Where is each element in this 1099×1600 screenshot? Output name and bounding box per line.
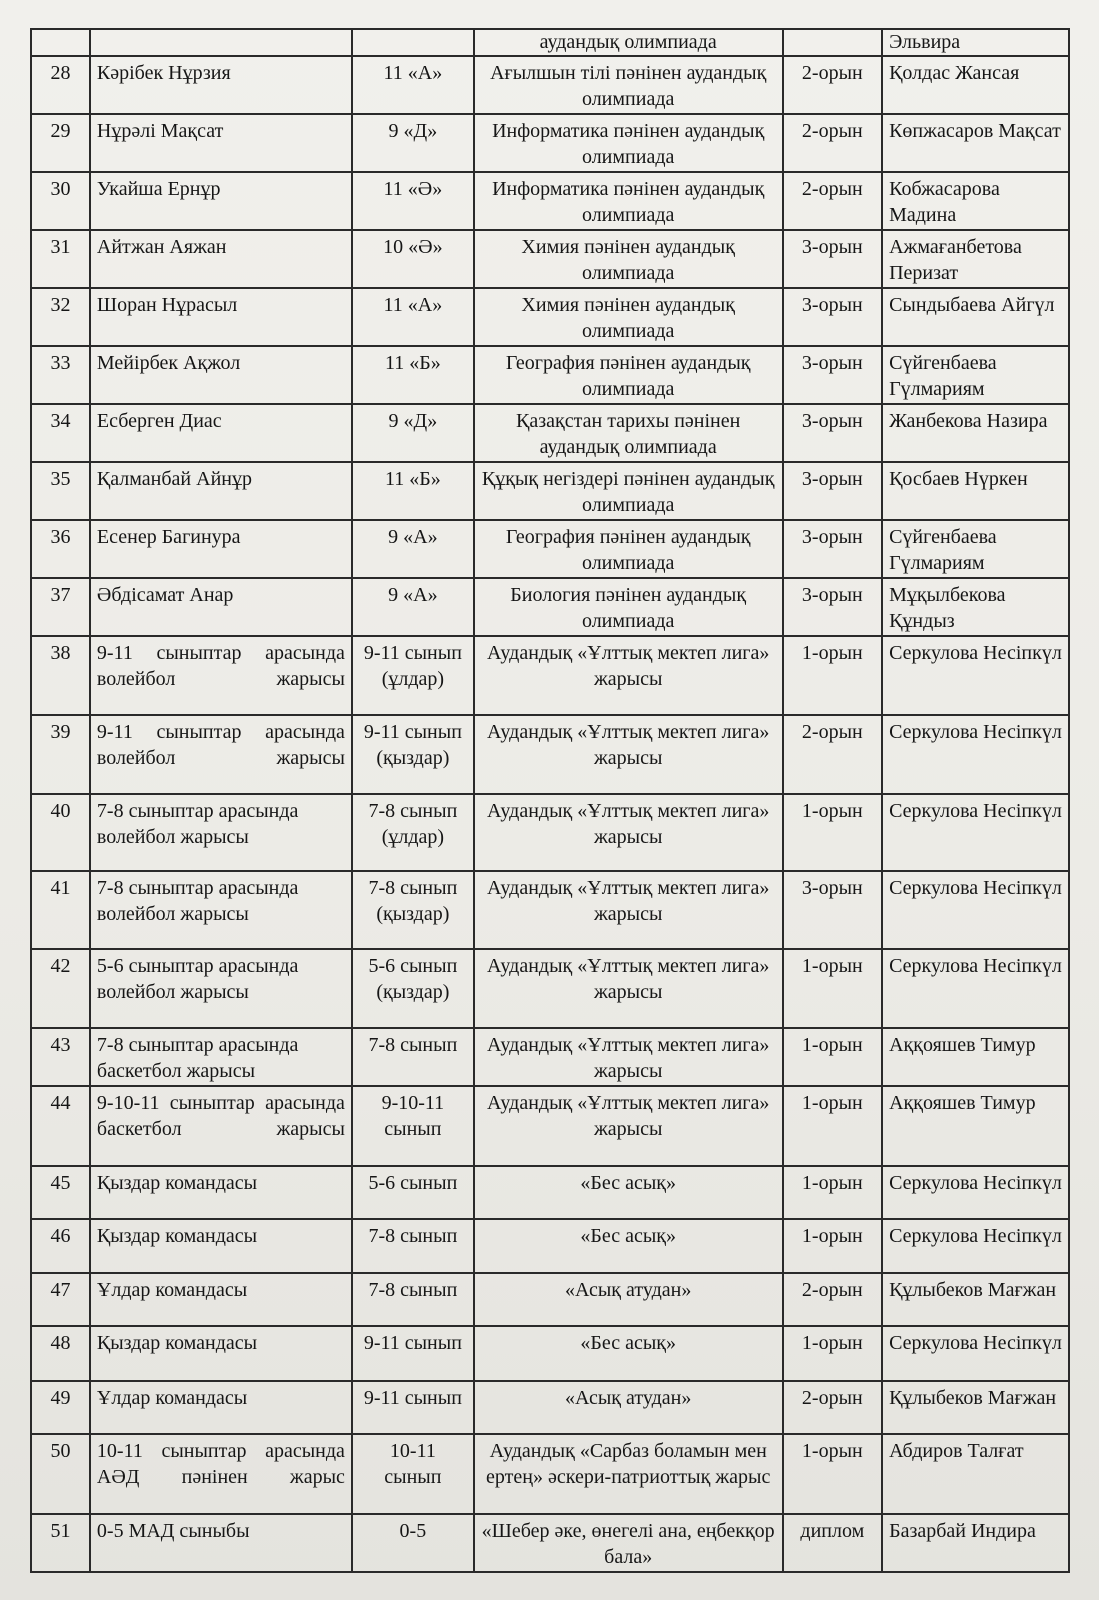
cell-class: 11 «Б» [352,462,474,520]
table-row [31,1028,1069,1086]
cell-name: Ұлдар командасы [90,1381,352,1434]
cell-place: 3-орын [783,346,883,404]
cell-event: Аудандық «Ұлттық мектеп лига» жарысы [474,715,783,794]
cell-event: Информатика пәнінен аудандық олимпиада [474,172,783,230]
cell-place: 3-орын [783,578,883,636]
cell-class: 9 «А» [352,520,474,578]
cell-event: Аудандық «Ұлттық мектеп лига» жарысы [474,949,783,1028]
cell-place: 3-орын [783,288,883,346]
cell-class: 10 «Ә» [352,230,474,288]
cell-number: 38 [31,636,90,715]
table-row [31,1381,1069,1434]
cell-class: 11 «Б» [352,346,474,404]
table-row [31,404,1069,462]
cell-number: 33 [31,346,90,404]
cell-event: Құқық негіздері пәнінен аудандық олимпиада [474,462,783,520]
cell-name: 5-6 сыныптар арасында волейбол жарысы [90,949,352,1028]
cell-number: 45 [31,1166,90,1219]
table-row [31,871,1069,949]
cell-leader: Серкулова Несіпкүл [882,715,1069,794]
cell-name: 9-11 сыныптар арасында волейбол жарысы [90,636,352,715]
cell-place: 1-орын [783,1434,883,1514]
cell-event: Аудандық «Ұлттық мектеп лига» жарысы [474,1028,783,1086]
cell-event: Аудандық «Ұлттық мектеп лига» жарысы [474,794,783,871]
cell-number: 39 [31,715,90,794]
cell-place: 1-орын [783,1086,883,1166]
cell-class: 7-8 сынып (ұлдар) [352,794,474,871]
cell-place: диплом [783,1514,883,1572]
cell-leader: Абдиров Талғат [882,1434,1069,1514]
cell-event: «Асық атудан» [474,1381,783,1434]
cell-name: 9-10-11 сыныптар арасында баскетбол жарысы [90,1086,352,1166]
cell-name: Қалманбай Айнұр [90,462,352,520]
table-row [31,172,1069,230]
cell-event: «Шебер әке, өнегелі ана, еңбекқор бала» [474,1514,783,1572]
cell-class: 7-8 сынып [352,1028,474,1086]
cell-leader: Жанбекова Назира [882,404,1069,462]
cell-number: 50 [31,1434,90,1514]
table-row [31,1273,1069,1326]
cell-class: 7-8 сынып [352,1219,474,1273]
cell-name: 7-8 сыныптар арасында баскетбол жарысы [90,1028,352,1086]
cell-place: 2-орын [783,1381,883,1434]
cell-leader: Серкулова Несіпкүл [882,794,1069,871]
cell-place: 1-орын [783,636,883,715]
cell-number: 36 [31,520,90,578]
cell-leader: Серкулова Несіпкүл [882,1166,1069,1219]
cell-name: Шоран Нұрасыл [90,288,352,346]
cell-name: Қыздар командасы [90,1166,352,1219]
cell-class: 9 «Д» [352,404,474,462]
cell-leader: Серкулова Несіпкүл [882,636,1069,715]
cell-place: 1-орын [783,1166,883,1219]
cell-name: Нұрәлі Мақсат [90,114,352,172]
table-row [31,636,1069,715]
cell-place: 1-орын [783,794,883,871]
cell-class: 7-8 сынып (қыздар) [352,871,474,949]
cell-event: Аудандық «Ұлттық мектеп лига» жарысы [474,636,783,715]
cell-place: 1-орын [783,1326,883,1381]
cell-event: География пәнінен аудандық олимпиада [474,520,783,578]
cell-event: «Бес асық» [474,1219,783,1273]
cell-place: 2-орын [783,114,883,172]
cell-name: Есберген Диас [90,404,352,462]
cell-number: 43 [31,1028,90,1086]
cell-leader: Сүйгенбаева Гүлмариям [882,346,1069,404]
cell-event: География пәнінен аудандық олимпиада [474,346,783,404]
cell-number: 34 [31,404,90,462]
cell-event: «Бес асық» [474,1326,783,1381]
cell-name: Қыздар командасы [90,1219,352,1273]
cell-name: Айтжан Аяжан [90,230,352,288]
cell-leader: Ажмағанбетова Перизат [882,230,1069,288]
cell-place: 3-орын [783,871,883,949]
cell-name: Кәрібек Нұрзия [90,56,352,114]
cell-leader: Аққояшев Тимур [882,1086,1069,1166]
cell-number: 29 [31,114,90,172]
cell-number [31,29,90,56]
table-row [31,288,1069,346]
cell-name: Әбдісамат Анар [90,578,352,636]
table-row [31,1434,1069,1514]
cell-leader: Кобжасарова Мадина [882,172,1069,230]
cell-leader: Мұқылбекова Құндыз [882,578,1069,636]
cell-place: 1-орын [783,1219,883,1273]
achievements-table [30,28,1070,1573]
cell-name: 0-5 МАД сыныбы [90,1514,352,1572]
cell-class: 9-11 сынып (қыздар) [352,715,474,794]
cell-name: 7-8 сыныптар арасында волейбол жарысы [90,871,352,949]
cell-number: 40 [31,794,90,871]
table-body [31,29,1069,1572]
cell-name: 10-11 сыныптар арасында АӘД пәнінен жарыс [90,1434,352,1514]
table-row [31,462,1069,520]
table-row-continued [31,29,1069,56]
cell-number: 41 [31,871,90,949]
cell-event: аудандық олимпиада [474,29,783,56]
cell-class [352,29,474,56]
cell-place: 3-орын [783,230,883,288]
table-row [31,1514,1069,1572]
cell-number: 37 [31,578,90,636]
cell-class: 11 «Ә» [352,172,474,230]
cell-place: 3-орын [783,462,883,520]
table-row [31,1166,1069,1219]
cell-leader: Көпжасаров Мақсат [882,114,1069,172]
table-row [31,794,1069,871]
cell-number: 42 [31,949,90,1028]
cell-event: «Бес асық» [474,1166,783,1219]
cell-leader: Серкулова Несіпкүл [882,871,1069,949]
cell-class: 11 «А» [352,56,474,114]
cell-place [783,29,883,56]
cell-number: 31 [31,230,90,288]
cell-number: 35 [31,462,90,520]
table-row [31,520,1069,578]
cell-number: 47 [31,1273,90,1326]
table-row [31,715,1069,794]
cell-number: 28 [31,56,90,114]
table-row [31,1086,1069,1166]
cell-number: 49 [31,1381,90,1434]
cell-place: 2-орын [783,1273,883,1326]
cell-place: 3-орын [783,404,883,462]
cell-event: Аудандық «Ұлттық мектеп лига» жарысы [474,871,783,949]
cell-leader: Құлыбеков Мағжан [882,1273,1069,1326]
cell-name: Есенер Багинура [90,520,352,578]
cell-number: 30 [31,172,90,230]
cell-class: 9-11 сынып (ұлдар) [352,636,474,715]
cell-place: 3-орын [783,520,883,578]
cell-class: 5-6 сынып (қыздар) [352,949,474,1028]
cell-number: 44 [31,1086,90,1166]
cell-event: Химия пәнінен аудандық олимпиада [474,288,783,346]
cell-place: 2-орын [783,56,883,114]
cell-place: 2-орын [783,715,883,794]
cell-name: 9-11 сыныптар арасында волейбол жарысы [90,715,352,794]
cell-leader: Қосбаев Нүркен [882,462,1069,520]
table-row [31,1326,1069,1381]
cell-name: Мейірбек Ақжол [90,346,352,404]
table-row [31,1219,1069,1273]
cell-number: 51 [31,1514,90,1572]
cell-event: Аудандық «Ұлттық мектеп лига» жарысы [474,1086,783,1166]
cell-place: 1-орын [783,1028,883,1086]
cell-name [90,29,352,56]
cell-event: Биология пәнінен аудандық олимпиада [474,578,783,636]
cell-class: 5-6 сынып [352,1166,474,1219]
cell-event: Қазақстан тарихы пәнінен аудандық олимпиада [474,404,783,462]
cell-name: Қыздар командасы [90,1326,352,1381]
cell-leader: Эльвира [882,29,1069,56]
cell-number: 48 [31,1326,90,1381]
cell-class: 10-11 сынып [352,1434,474,1514]
cell-leader: Серкулова Несіпкүл [882,1219,1069,1273]
cell-leader: Қолдас Жансая [882,56,1069,114]
table-row [31,56,1069,114]
cell-class: 9-10-11 сынып [352,1086,474,1166]
cell-event: «Асық атудан» [474,1273,783,1326]
cell-leader: Серкулова Несіпкүл [882,1326,1069,1381]
cell-class: 9 «А» [352,578,474,636]
cell-class: 0-5 [352,1514,474,1572]
cell-name: 7-8 сыныптар арасында волейбол жарысы [90,794,352,871]
cell-class: 11 «А» [352,288,474,346]
cell-number: 32 [31,288,90,346]
cell-place: 1-орын [783,949,883,1028]
cell-leader: Серкулова Несіпкүл [882,949,1069,1028]
cell-class: 9 «Д» [352,114,474,172]
table-row [31,346,1069,404]
table-row [31,230,1069,288]
cell-leader: Базарбай Индира [882,1514,1069,1572]
table-row [31,114,1069,172]
cell-event: Химия пәнінен аудандық олимпиада [474,230,783,288]
cell-class: 9-11 сынып [352,1381,474,1434]
cell-class: 9-11 сынып [352,1326,474,1381]
table-row [31,578,1069,636]
cell-name: Укайша Ернұр [90,172,352,230]
cell-leader: Сындыбаева Айгүл [882,288,1069,346]
cell-class: 7-8 сынып [352,1273,474,1326]
cell-event: Аудандық «Сарбаз боламын мен ертең» әскери-патриоттық жарыс [474,1434,783,1514]
cell-name: Ұлдар командасы [90,1273,352,1326]
cell-event: Ағылшын тілі пәнінен аудандық олимпиада [474,56,783,114]
cell-place: 2-орын [783,172,883,230]
cell-leader: Аққояшев Тимур [882,1028,1069,1086]
cell-leader: Құлыбеков Мағжан [882,1381,1069,1434]
table-row [31,949,1069,1028]
cell-event: Информатика пәнінен аудандық олимпиада [474,114,783,172]
cell-number: 46 [31,1219,90,1273]
cell-leader: Сүйгенбаева Гүлмариям [882,520,1069,578]
